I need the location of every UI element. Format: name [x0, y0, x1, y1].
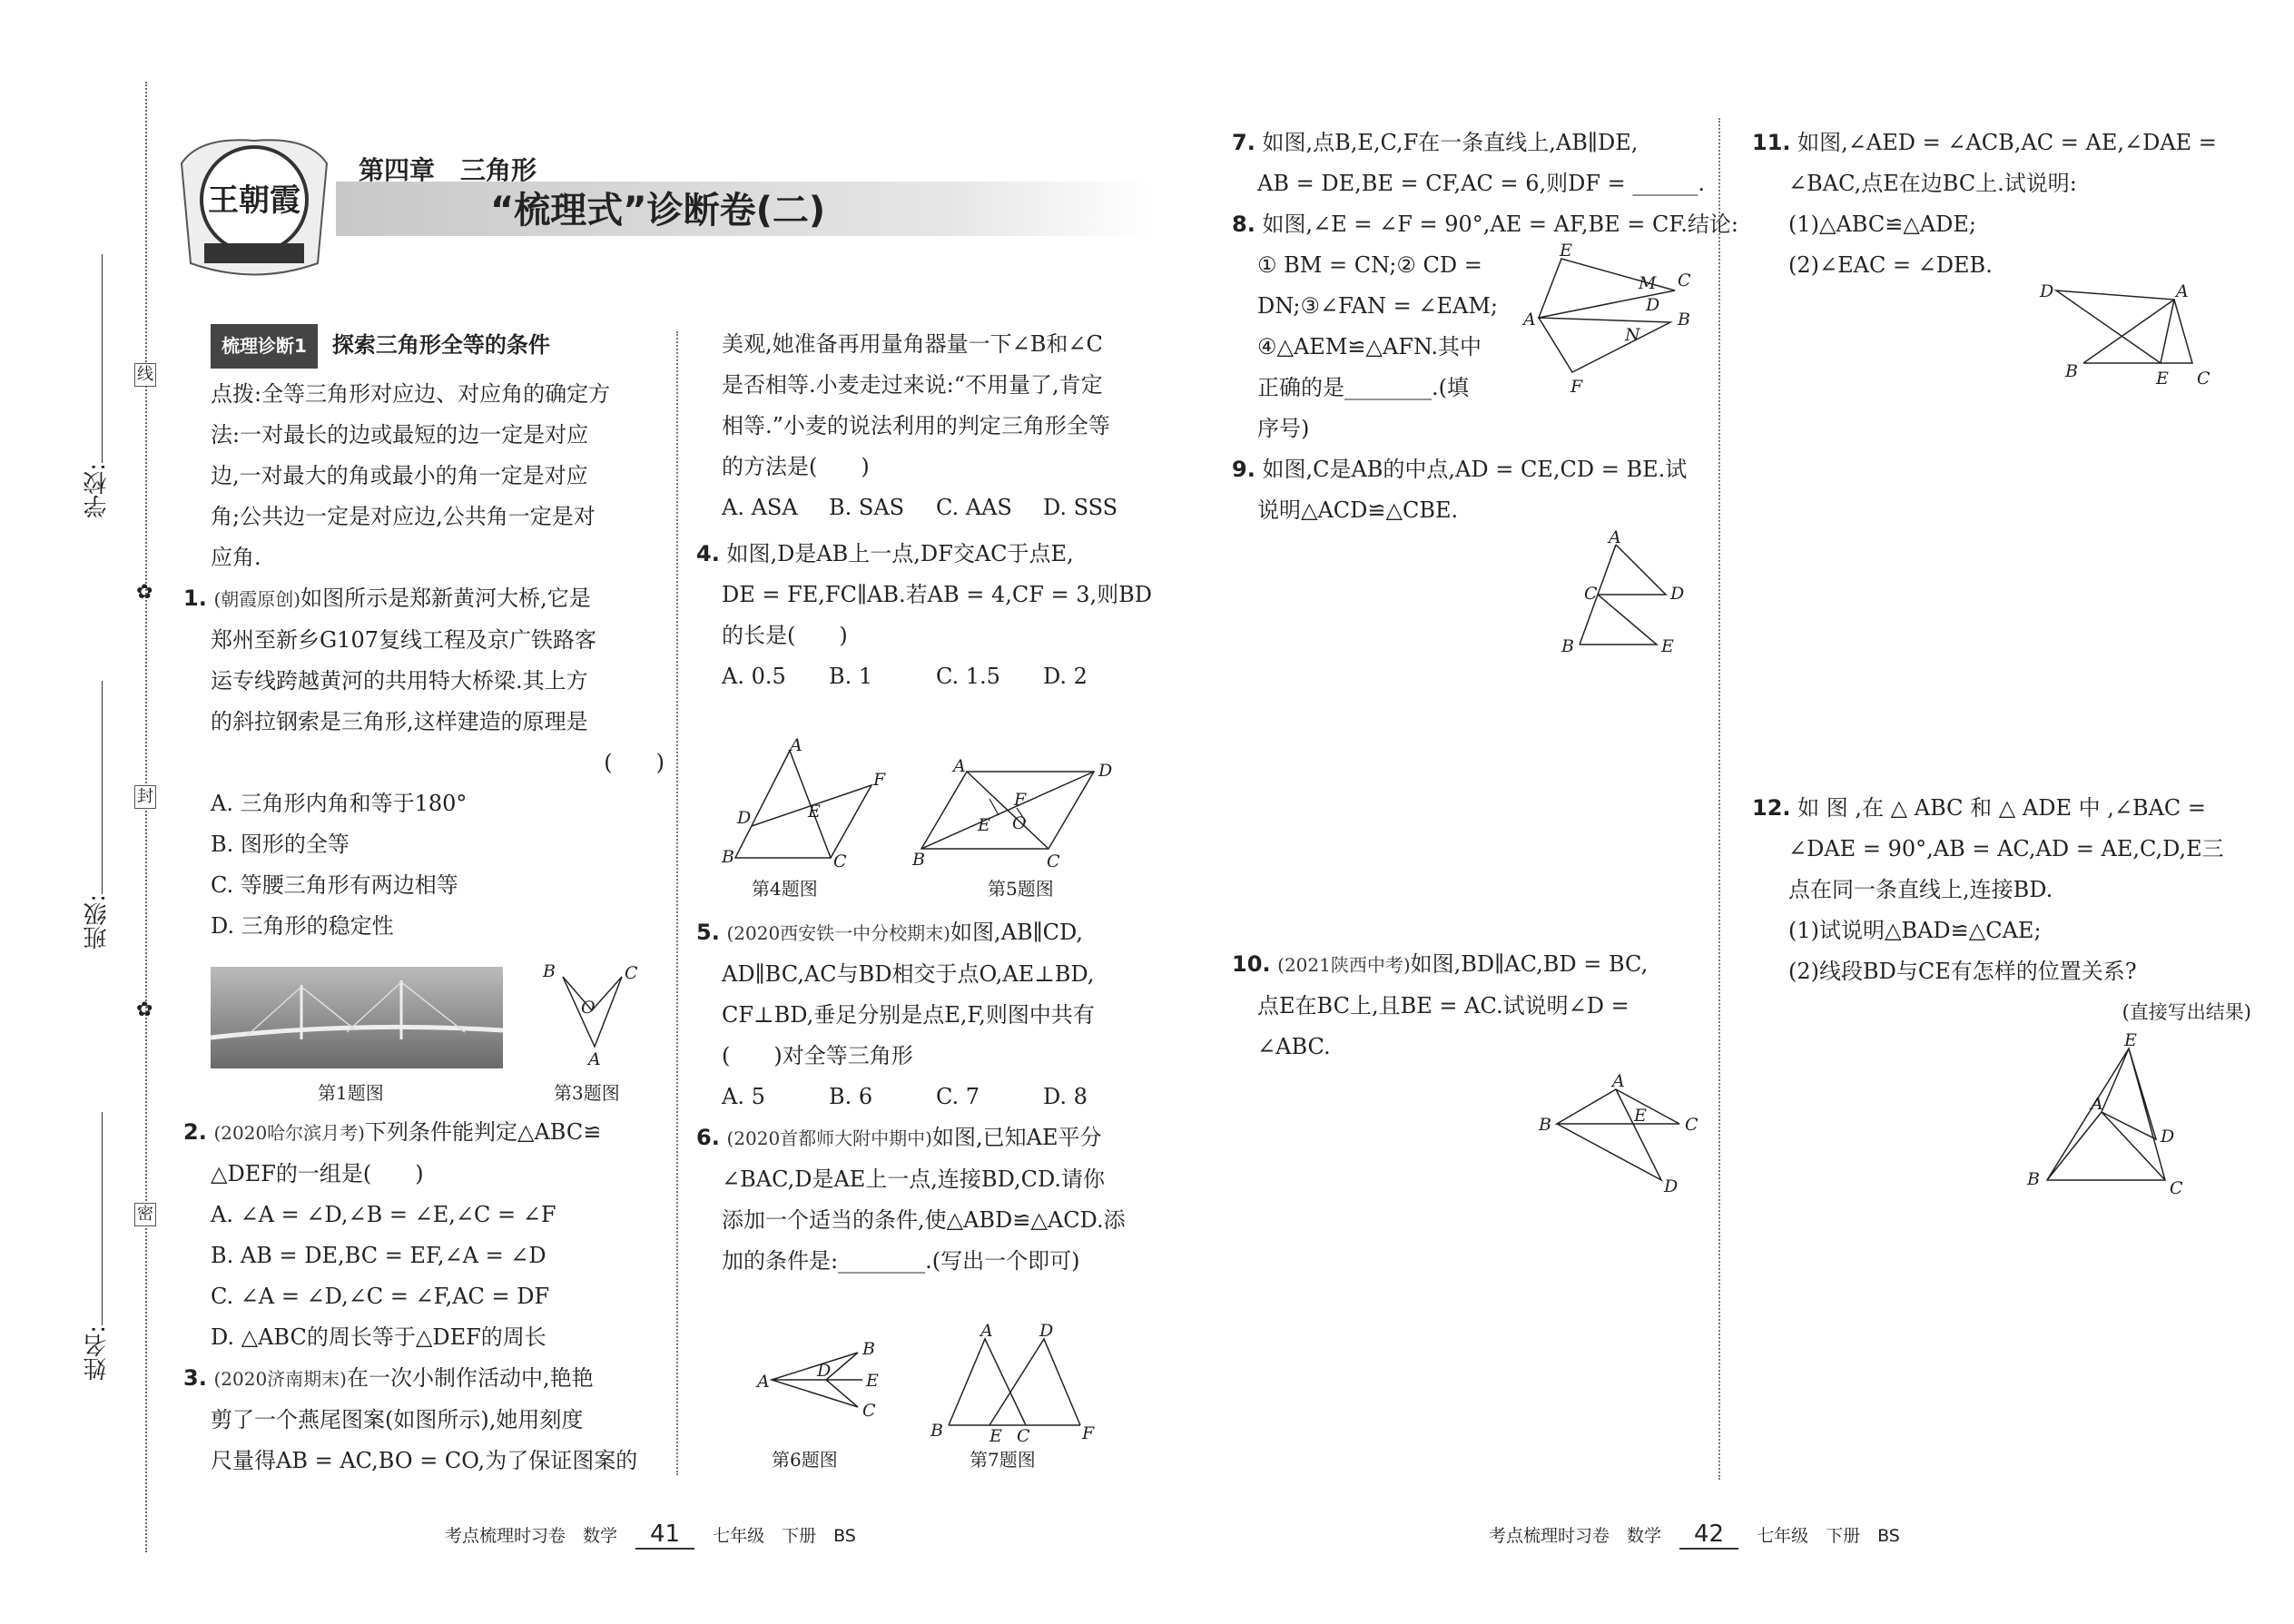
question-text: 如图,BD∥AC,BD = BC,: [1410, 951, 1649, 977]
column-divider: [1718, 118, 1720, 1480]
svg-text:O: O: [581, 998, 596, 1018]
question-text: 点在同一条直线上,连接BD.: [1788, 877, 2053, 902]
figure-caption: 第4题图: [752, 878, 818, 900]
question-text: ( )对全等三角形: [722, 1043, 913, 1068]
figure-q11: [2029, 277, 2210, 390]
svg-text:B: B: [543, 961, 556, 981]
svg-text:E: E: [989, 1426, 1002, 1446]
question-text: 序号): [1257, 416, 1310, 441]
figure-caption: 第3题图: [554, 1082, 620, 1104]
svg-text:A: A: [1523, 310, 1536, 330]
question-source: (2020首都师大附中期中): [726, 1127, 932, 1149]
footer-series: 考点梳理时习卷 数学: [1489, 1526, 1662, 1546]
question-number: 10.: [1232, 951, 1271, 977]
svg-text:D: D: [1670, 584, 1685, 604]
column-3-lower: [1232, 944, 1702, 1068]
question-text: DE = FE,FC∥AB.若AB = 4,CF = 3,则BD: [722, 582, 1153, 607]
question-text: 相等.”小麦的说法利用的判定三角形全等: [722, 413, 1110, 438]
question-text: ① BM = CN;② CD =: [1257, 252, 1482, 278]
header-logo: [163, 127, 345, 281]
svg-text:C: C: [1678, 271, 1691, 290]
question-text: 运专线跨越黄河的共用特大桥梁.其上方: [211, 668, 588, 694]
svg-text:B: B: [1678, 310, 1690, 330]
svg-text:B: B: [912, 850, 925, 870]
svg-text:B: B: [722, 847, 734, 867]
svg-text:F: F: [1014, 790, 1027, 810]
svg-text:E: E: [808, 802, 821, 822]
svg-text:A: A: [790, 735, 802, 755]
svg-text:C: C: [1584, 584, 1598, 604]
option: C. 7: [936, 1084, 980, 1109]
figure-q5: [912, 758, 1117, 871]
svg-text:F: F: [873, 770, 886, 790]
figure-q7: [926, 1321, 1108, 1446]
svg-text:D: D: [1664, 1176, 1679, 1196]
question-text: (1)△ABC≌△ADE;: [1788, 212, 1976, 237]
question-text: 如图所示是郑新黄河大桥,它是: [300, 586, 591, 611]
option: B. SAS: [829, 495, 905, 520]
figure-caption: 第7题图: [970, 1449, 1036, 1471]
option: A. ∠A = ∠D,∠B = ∠E,∠C = ∠F: [211, 1202, 556, 1227]
question-text: 在一次小制作活动中,艳艳: [346, 1365, 594, 1391]
question-text: 如图,AB∥CD,: [950, 920, 1084, 945]
footer-series: 考点梳理时习卷 数学: [445, 1526, 618, 1546]
section-title: 探索三角形全等的条件: [331, 332, 550, 358]
question-source: (2020西安铁一中分校期末): [726, 922, 950, 944]
question-text: (2)线段BD与CE有怎样的位置关系?: [1788, 959, 2137, 984]
hint-line: 点拨:全等三角形对应边、对应角的确定方: [211, 381, 611, 407]
question-source: (2021陕西中考): [1277, 954, 1411, 976]
column-2-lower: [696, 912, 1157, 1282]
figure-caption: 第5题图: [988, 878, 1054, 900]
option: C. ∠A = ∠D,∠C = ∠F,AC = DF: [211, 1284, 550, 1309]
question-text: 是否相等.小麦走过来说:“不用量了,肯定: [722, 372, 1103, 398]
footer-grade: 七年级 下册 BS: [713, 1526, 856, 1546]
svg-text:M: M: [1639, 273, 1657, 293]
figure-q3: [536, 960, 645, 1074]
svg-text:C: C: [2170, 1178, 2183, 1198]
svg-text:B: B: [1561, 636, 1574, 656]
svg-text:B: B: [1539, 1115, 1551, 1135]
question-text: 的方法是( ): [722, 454, 870, 479]
question-text: △DEF的一组是( ): [211, 1161, 424, 1186]
question-text: 如 图 ,在 △ ABC 和 △ ADE 中 ,∠BAC =: [1797, 795, 2207, 821]
figure-q4: [717, 735, 899, 876]
option: D. 2: [1043, 664, 1088, 689]
binding-mark-close: 密: [134, 1203, 156, 1226]
option: C. AAS: [936, 495, 1012, 520]
answer-paren: ( ): [604, 750, 665, 775]
svg-text:A: A: [757, 1372, 770, 1392]
question-text: 如图,已知AE平分: [931, 1125, 1102, 1150]
column-1: [183, 324, 665, 947]
page-number: 42: [1679, 1521, 1738, 1550]
name-blank: [102, 1112, 103, 1325]
svg-text:C: C: [862, 1401, 876, 1421]
question-text: 点E在BC上,且BE = AC.试说明∠D =: [1257, 993, 1629, 1019]
question-text: ∠ABC.: [1257, 1034, 1331, 1059]
figure-q6: [753, 1334, 890, 1434]
question-text: CF⊥BD,垂足分别是点E,F,则图中共有: [722, 1002, 1095, 1028]
question-source: (朝霞原创): [213, 588, 301, 610]
option: C. 1.5: [936, 664, 1000, 689]
hint-line: 角;公共边一定是对应边,公共角一定是对: [211, 504, 596, 529]
svg-text:A: A: [953, 756, 966, 776]
question-number: 9.: [1232, 457, 1255, 482]
question-number: 8.: [1232, 212, 1255, 237]
column-4: [1752, 123, 2242, 286]
option: D. 8: [1043, 1084, 1088, 1109]
option: C. 等腰三角形有两边相等: [211, 872, 458, 898]
binding-ornament: ✿: [136, 581, 153, 604]
svg-text:D: D: [2161, 1127, 2175, 1147]
question-text: 剪了一个燕尾图案(如图所示),她用刻度: [211, 1407, 584, 1432]
svg-text:F: F: [1082, 1423, 1095, 1443]
question-text: 正确的是________.(填: [1257, 375, 1469, 400]
binding-ornament: ✿: [136, 999, 153, 1021]
question-number: 12.: [1752, 795, 1791, 821]
svg-text:C: C: [833, 851, 847, 871]
option: A. 三角形内角和等于180°: [211, 791, 468, 816]
page-number: 41: [635, 1521, 694, 1550]
svg-text:D: D: [737, 808, 752, 828]
question-text: 如图,∠E = ∠F = 90°,AE = AF,BE = CF.结论:: [1262, 212, 1738, 237]
question-text: 如图,点B,E,C,F在一条直线上,AB∥DE,: [1262, 130, 1639, 155]
question-text: AD∥BC,AC与BD相交于点O,AE⊥BD,: [722, 961, 1095, 987]
question-text: 说明△ACD≌△CBE.: [1257, 497, 1459, 523]
svg-text:N: N: [1625, 325, 1640, 345]
option: B. 1: [829, 664, 873, 689]
class-label: 班级:: [84, 894, 111, 950]
svg-text:E: E: [1560, 241, 1572, 261]
svg-text:C: C: [1685, 1115, 1698, 1135]
option: B. AB = DE,BC = EF,∠A = ∠D: [211, 1243, 546, 1268]
option: A. ASA: [722, 495, 798, 520]
question-number: 4.: [696, 541, 720, 566]
svg-text:C: C: [1047, 851, 1060, 871]
svg-text:C: C: [1017, 1426, 1030, 1446]
option: B. 6: [829, 1084, 873, 1109]
name-label: 姓名:: [84, 1325, 111, 1381]
option: D. △ABC的周长等于△DEF的周长: [211, 1324, 546, 1350]
svg-text:A: A: [980, 1321, 993, 1341]
figure-caption: 第6题图: [772, 1449, 838, 1471]
column-1-lower: [183, 1112, 665, 1481]
option: A. 5: [722, 1084, 765, 1109]
option: D. 三角形的稳定性: [211, 913, 394, 939]
section-tag: 梳理诊断1: [211, 324, 318, 369]
brand-text: 王朝霞: [208, 182, 300, 219]
binding-line: [145, 82, 147, 1552]
question-text: 的斜拉钢索是三角形,这样建造的原理是: [211, 709, 588, 734]
page-title: “梳理式”诊断卷(二): [490, 190, 826, 231]
class-blank: [102, 681, 103, 894]
column-divider: [676, 331, 678, 1475]
question-text: 加的条件是:________.(写出一个即可): [722, 1248, 1080, 1274]
question-number: 5.: [696, 920, 720, 945]
question-text: 如图,D是AB上一点,DF交AC于点E,: [726, 541, 1074, 566]
option: B. 图形的全等: [211, 832, 350, 857]
question-number: 2.: [183, 1119, 207, 1145]
question-text: ④△AEM≌△AFN.其中: [1257, 334, 1482, 359]
school-label: 学校:: [84, 463, 111, 518]
figure-q8: [1507, 241, 1691, 397]
question-text: 尺量得AB = AC,BO = CO,为了保证图案的: [211, 1448, 638, 1473]
question-text: 如图,C是AB的中点,AD = CE,CD = BE.试: [1262, 457, 1688, 482]
question-number: 11.: [1752, 130, 1791, 155]
svg-text:B: B: [2027, 1169, 2040, 1189]
hint-line: 法:一对最长的边或最短的边一定是对应: [211, 422, 589, 448]
question-source: (2020济南期末): [213, 1368, 347, 1390]
svg-text:B: B: [2065, 361, 2078, 381]
column-2: [696, 324, 1157, 697]
hint-line: 边,一对最大的角或最小的角一定是对应: [211, 463, 588, 488]
svg-text:C: C: [625, 963, 638, 983]
svg-text:E: E: [1661, 636, 1674, 656]
question-note: (直接写出结果): [2122, 1001, 2251, 1023]
svg-text:E: E: [866, 1371, 879, 1391]
svg-text:E: E: [978, 815, 990, 835]
figure-caption: 第1题图: [318, 1082, 384, 1104]
svg-text:E: E: [2124, 1030, 2137, 1050]
svg-text:C: C: [2197, 369, 2210, 389]
binding-mark-line: 线: [134, 363, 156, 387]
question-text: 郑州至新乡G107复线工程及京广铁路客: [211, 627, 596, 653]
question-text: (2)∠EAC = ∠DEB.: [1788, 252, 1993, 278]
question-number: 7.: [1232, 130, 1255, 155]
svg-text:O: O: [1012, 813, 1027, 833]
svg-text:A: A: [2091, 1094, 2103, 1114]
svg-text:E: E: [1634, 1106, 1647, 1126]
binding-mark-seal: 封: [134, 785, 156, 809]
figure-q9: [1543, 527, 1689, 663]
svg-text:A: A: [1612, 1071, 1625, 1091]
svg-text:D: D: [1646, 295, 1660, 315]
svg-text:F: F: [1570, 377, 1583, 397]
chapter-title: 第四章 三角形: [359, 155, 537, 185]
svg-text:D: D: [1098, 761, 1113, 781]
figure-q10: [1534, 1067, 1702, 1194]
svg-text:B: B: [862, 1339, 875, 1359]
option: D. SSS: [1043, 495, 1118, 520]
footer-left: [445, 1521, 856, 1550]
svg-text:D: D: [817, 1361, 832, 1381]
school-blank: [102, 254, 103, 463]
column-4-lower: [1752, 788, 2251, 1033]
footer-right: [1489, 1521, 1900, 1550]
question-text: (1)试说明△BAD≌△CAE;: [1788, 918, 2042, 943]
svg-text:A: A: [1609, 527, 1621, 547]
hint-line: 应角.: [211, 545, 261, 570]
question-text: 添加一个适当的条件,使△ABD≌△ACD.添: [722, 1207, 1126, 1233]
svg-text:E: E: [2156, 369, 2169, 389]
question-text: 下列条件能判定△ABC≌: [364, 1119, 602, 1145]
svg-text:A: A: [588, 1049, 601, 1069]
svg-text:D: D: [1039, 1321, 1054, 1341]
svg-text:D: D: [2040, 281, 2054, 301]
question-source: (2020哈尔滨月考): [213, 1122, 365, 1144]
question-text: DN;③∠FAN = ∠EAM;: [1257, 293, 1498, 319]
svg-text:A: A: [2176, 281, 2189, 301]
svg-text:B: B: [930, 1421, 943, 1441]
bridge-photo: [211, 967, 503, 1068]
footer-grade: 七年级 下册 BS: [1757, 1526, 1900, 1546]
question-number: 3.: [183, 1365, 207, 1391]
question-text: ∠BAC,点E在边BC上.试说明:: [1788, 171, 2077, 196]
question-text: 如图,∠AED = ∠ACB,AC = AE,∠DAE =: [1797, 130, 2217, 155]
figure-q12: [2002, 1030, 2220, 1207]
question-text: 的长是( ): [722, 623, 848, 648]
question-number: 1.: [183, 586, 207, 611]
question-text: ∠BAC,D是AE上一点,连接BD,CD.请你: [722, 1166, 1105, 1192]
question-text: ∠DAE = 90°,AB = AC,AD = AE,C,D,E三: [1788, 836, 2224, 861]
option: A. 0.5: [722, 664, 786, 689]
question-text: 美观,她准备再用量角器量一下∠B和∠C: [722, 331, 1103, 357]
question-text: AB = DE,BE = CF,AC = 6,则DF = ______.: [1257, 171, 1706, 196]
question-number: 6.: [696, 1125, 720, 1150]
